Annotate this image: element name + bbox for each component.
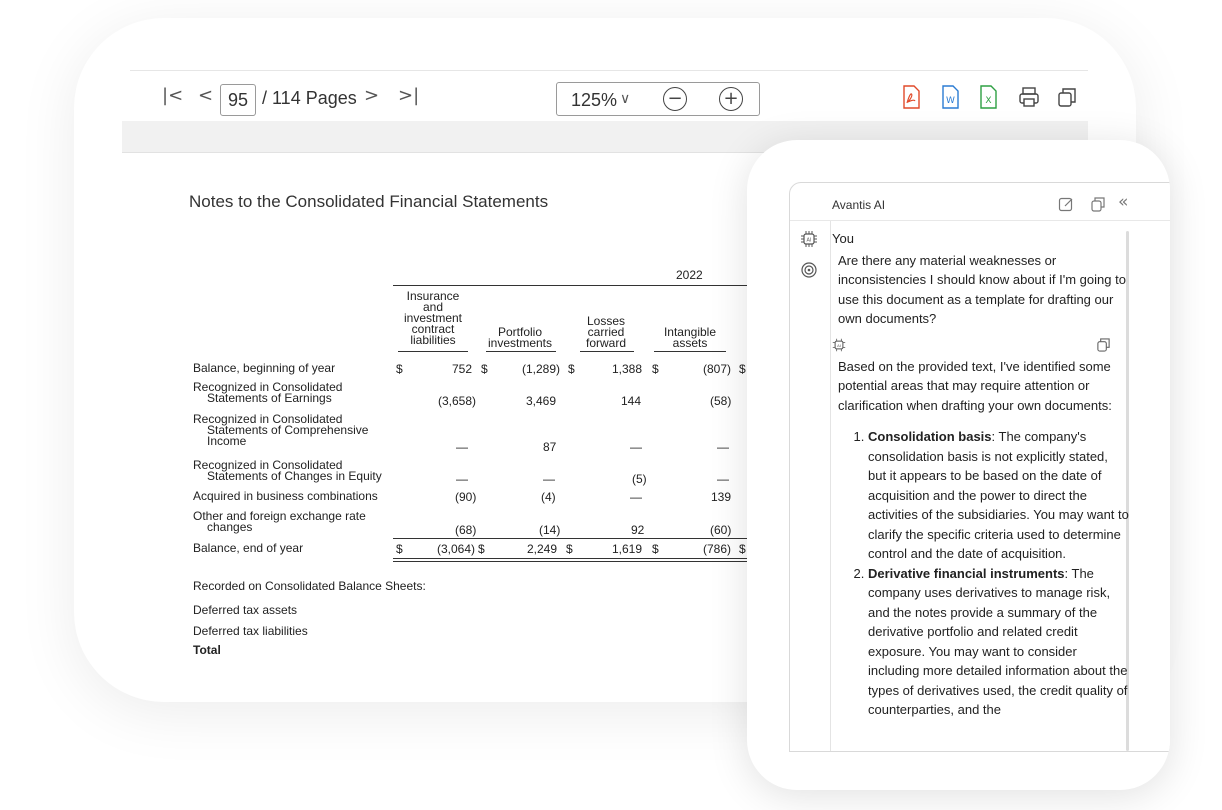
ai-response-list [832,427,1129,720]
total-label: Total [193,643,221,657]
table-cell: (4) [541,490,556,504]
last-page-button[interactable]: >| [398,85,420,106]
svg-text:X: X [985,96,992,106]
copy-response-icon[interactable] [1096,337,1111,352]
copy-icon[interactable] [1090,196,1106,212]
header-rule [393,285,749,286]
print-icon[interactable] [1018,85,1040,109]
table-cell: 1,619 [612,542,643,556]
balance-item: Deferred tax liabilities [193,624,308,638]
ai-header [790,183,1170,221]
dollar-sign: $ [652,362,659,376]
excel-icon[interactable] [978,85,998,109]
table-cell: (68) [455,523,477,537]
ai-chip-icon[interactable] [800,230,818,248]
dollar-sign: $ [739,362,746,376]
chat-messages [832,231,1129,720]
table-cell: — [630,440,642,454]
ai-response-intro: Based on the provided text, I've identified some potential areas that may require attention or clarification when drafting your own documents: [838,358,1112,413]
prev-page-button[interactable]: < [198,85,214,106]
table-cell: (807) [703,362,732,376]
row-label: Recognized in Consolidated Statements of Earnings [193,380,343,405]
user-label: You [832,231,854,246]
table-cell: (90) [455,490,477,504]
svg-text:AI: AI [837,342,841,348]
chevron-down-icon[interactable]: ∨ [620,90,631,106]
ai-assistant-panel [747,140,1170,790]
dollar-sign: $ [652,542,659,556]
dollar-sign: $ [566,542,573,556]
pdf-icon[interactable] [901,85,921,109]
list-item: 1. Consolidation basis: The company's consolidation basis is not explicitly stated, but it appears to be based on the date of acquisition and the power to direct the activities of the subsidiaries. You may want to clarify the specific criteria used to determine control and the date of acquisition. [868,427,1129,564]
table-cell: (5) [632,472,647,486]
column-header-insurance: Insurance and investment contract liabilities [403,289,463,347]
balance-sheet-heading: Recorded on Consolidated Balance Sheets: [193,579,426,593]
table-cell: (3,064) [437,542,476,556]
first-page-button[interactable]: |< [162,85,184,106]
row-label: Acquired in business combinations [193,489,378,503]
table-cell: (786) [703,542,732,556]
ai-chat-window [789,182,1170,752]
list-item: 2. Derivative financial instruments: The company uses derivatives to manage risk, and the notes provide a summary of the derivative portfolio and related credit exposure. You may want to consider including more detailed information about the types of derivatives used, the credit quality of counterparties, and the [868,564,1129,720]
zoom-control [556,82,760,116]
column-header-intangible: Intangible assets [663,325,717,350]
dollar-sign: $ [396,362,403,376]
table-cell: 92 [631,523,645,537]
next-page-button[interactable]: > [364,85,380,106]
word-icon[interactable] [940,85,960,109]
table-cell: — [456,472,468,486]
zoom-in-button[interactable]: + [719,87,743,111]
year-header: 2022 [676,268,703,282]
row-label: Other and foreign exchange rate changes [193,509,366,534]
dollar-sign: $ [396,542,403,556]
ai-avatar-icon [832,338,846,352]
table-cell: (60) [710,523,732,537]
row-label: Balance, beginning of year [193,361,336,375]
dollar-sign: $ [739,542,746,556]
table-cell: (14) [539,523,561,537]
copy-icon[interactable] [1056,85,1078,109]
table-cell: — [630,490,642,504]
table-cell: 87 [543,440,557,454]
table-cell: 2,249 [527,542,558,556]
table-cell: — [543,472,555,486]
table-cell: 1,388 [612,362,643,376]
ai-title: Avantis AI [832,198,886,212]
dollar-sign: $ [478,542,485,556]
edit-icon[interactable] [1058,196,1074,212]
table-cell: (3,658) [438,394,477,408]
zoom-out-button[interactable]: − [663,87,687,111]
row-label: Balance, end of year [193,541,304,555]
page-total: / 114 Pages [262,88,357,108]
user-message: Are there any material weaknesses or inconsistencies I should know about if I'm going to use this document as a template for drafting our own documents? [838,252,1126,326]
svg-text:AI: AI [806,237,812,244]
balance-item: Deferred tax assets [193,603,298,617]
table-cell: 3,469 [526,394,557,408]
collapse-icon[interactable]: « [1118,192,1129,212]
page-number-input[interactable]: 95 [220,84,256,116]
dollar-sign: $ [481,362,488,376]
page-title: Notes to the Consolidated Financial Statements [189,192,549,211]
row-label: Recognized in Consolidated Statements of Comprehensive Income [193,412,369,448]
row-label: Recognized in Consolidated Statements of Changes in Equity [193,458,382,483]
table-cell: 144 [621,394,642,408]
table-cell: (1,289) [522,362,561,376]
column-header-losses: Losses carried forward [585,314,626,350]
table-cell: 752 [452,362,473,376]
table-cell: 139 [711,490,732,504]
zoom-select[interactable]: 125% [571,90,618,110]
column-header-portfolio: Portfolio investments [487,325,553,350]
table-cell: (58) [710,394,732,408]
svg-text:W: W [946,96,955,106]
table-cell: — [717,440,729,454]
target-icon[interactable] [800,261,818,279]
dollar-sign: $ [568,362,575,376]
viewer-toolbar [130,70,1088,122]
table-cell: — [456,440,468,454]
table-cell: — [717,472,729,486]
